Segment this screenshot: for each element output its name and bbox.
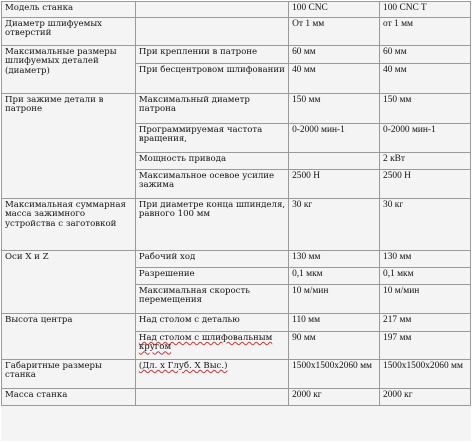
value-cell-model-1: 0,1 мкм	[289, 268, 380, 285]
value-cell-model-1: 60 мм	[289, 46, 380, 64]
header-row	[2, 2, 471, 18]
param-cell: Мощность привода	[135, 153, 288, 170]
value-cell-model-2: 2500 Н	[380, 170, 471, 199]
value-cell-model-1: 110 мм	[289, 314, 380, 332]
value-cell-model-1: 130 мм	[289, 251, 380, 268]
param-cell: При бесцентровом шлифовании	[135, 64, 288, 94]
table-row	[2, 94, 471, 124]
param-cell: Программируемая частота вращения,	[135, 124, 288, 153]
table-row	[2, 46, 471, 64]
value-cell-model-2: 60 мм	[380, 46, 471, 64]
value-cell-model-1: От 1 мм	[289, 18, 380, 46]
value-cell-model-1: 2500 Н	[289, 170, 380, 199]
value-cell-model-2: 10 м/мин	[380, 285, 471, 314]
table-row	[2, 314, 471, 332]
value-cell-model-2: 2000 кг	[380, 389, 471, 406]
spec-table-sheet	[1, 1, 471, 441]
value-cell-model-1: 1500x1500x2060 мм	[289, 360, 380, 389]
value-cell-model-2: 0-2000 мин-1	[380, 124, 471, 153]
group-cell: Максимальная суммарная масса зажимного устройства с заготовкой	[2, 199, 136, 251]
value-cell-model-2: от 1 мм	[380, 18, 471, 46]
param-cell: Максимальное осевое усилие зажима	[135, 170, 288, 199]
value-cell-model-2: 2 кВт	[380, 153, 471, 170]
group-cell: Высота центра	[2, 314, 136, 360]
group-cell: Масса станка	[2, 389, 136, 406]
value-cell-model-2: 150 мм	[380, 94, 471, 124]
header-label: Модель станка	[2, 2, 136, 18]
table-row	[2, 389, 471, 406]
value-cell-model-2: 40 мм	[380, 64, 471, 94]
param-cell	[135, 332, 288, 360]
table-row	[2, 18, 471, 46]
param-text: Над столом с шлифовальным кругом	[138, 333, 273, 353]
header-model-1: 100 CNC	[289, 2, 380, 18]
param-text: (Дл. х Глуб. Х Выс.)	[138, 361, 228, 371]
value-cell-model-1: 2000 кг	[289, 389, 380, 406]
value-cell-model-1: 30 кг	[289, 199, 380, 251]
param-cell: При креплении в патроне	[135, 46, 288, 64]
value-cell-model-1: 150 мм	[289, 94, 380, 124]
value-cell-model-1: 40 мм	[289, 64, 380, 94]
value-cell-model-1: 90 мм	[289, 332, 380, 360]
param-cell: Разрешение	[135, 268, 288, 285]
value-cell-model-1	[289, 153, 380, 170]
table-row	[2, 251, 471, 268]
group-cell: При зажиме детали в патроне	[2, 94, 136, 199]
param-cell: Максимальная скорость перемещения	[135, 285, 288, 314]
header-model-2: 100 CNC T	[380, 2, 471, 18]
param-cell	[135, 360, 288, 389]
param-cell: Максимальный диаметр патрона	[135, 94, 288, 124]
param-cell: Над столом с деталью	[135, 314, 288, 332]
value-cell-model-2: 217 мм	[380, 314, 471, 332]
param-cell: Рабочий ход	[135, 251, 288, 268]
value-cell-model-1: 0-2000 мин-1	[289, 124, 380, 153]
group-cell: Оси X и Z	[2, 251, 136, 314]
group-cell: Максимальные размеры шлифуемых деталей (диаметр)	[2, 46, 136, 94]
group-cell: Габаритные размеры станка	[2, 360, 136, 389]
value-cell-model-2: 0,1 мкм	[380, 268, 471, 285]
value-cell-model-2: 30 кг	[380, 199, 471, 251]
group-cell: Диаметр шлифуемых отверстий	[2, 18, 136, 46]
value-cell-model-2: 130 мм	[380, 251, 471, 268]
value-cell-model-1: 10 м/мин	[289, 285, 380, 314]
value-cell-model-2: 197 мм	[380, 332, 471, 360]
table-row	[2, 199, 471, 251]
param-cell	[135, 389, 288, 406]
value-cell-model-2: 1500x1500x2060 мм	[380, 360, 471, 389]
machine-spec-table	[1, 1, 471, 406]
table-row	[2, 360, 471, 389]
param-cell: При диаметре конца шпинделя, равного 100 мм	[135, 199, 288, 251]
param-cell	[135, 18, 288, 46]
header-empty	[135, 2, 288, 18]
